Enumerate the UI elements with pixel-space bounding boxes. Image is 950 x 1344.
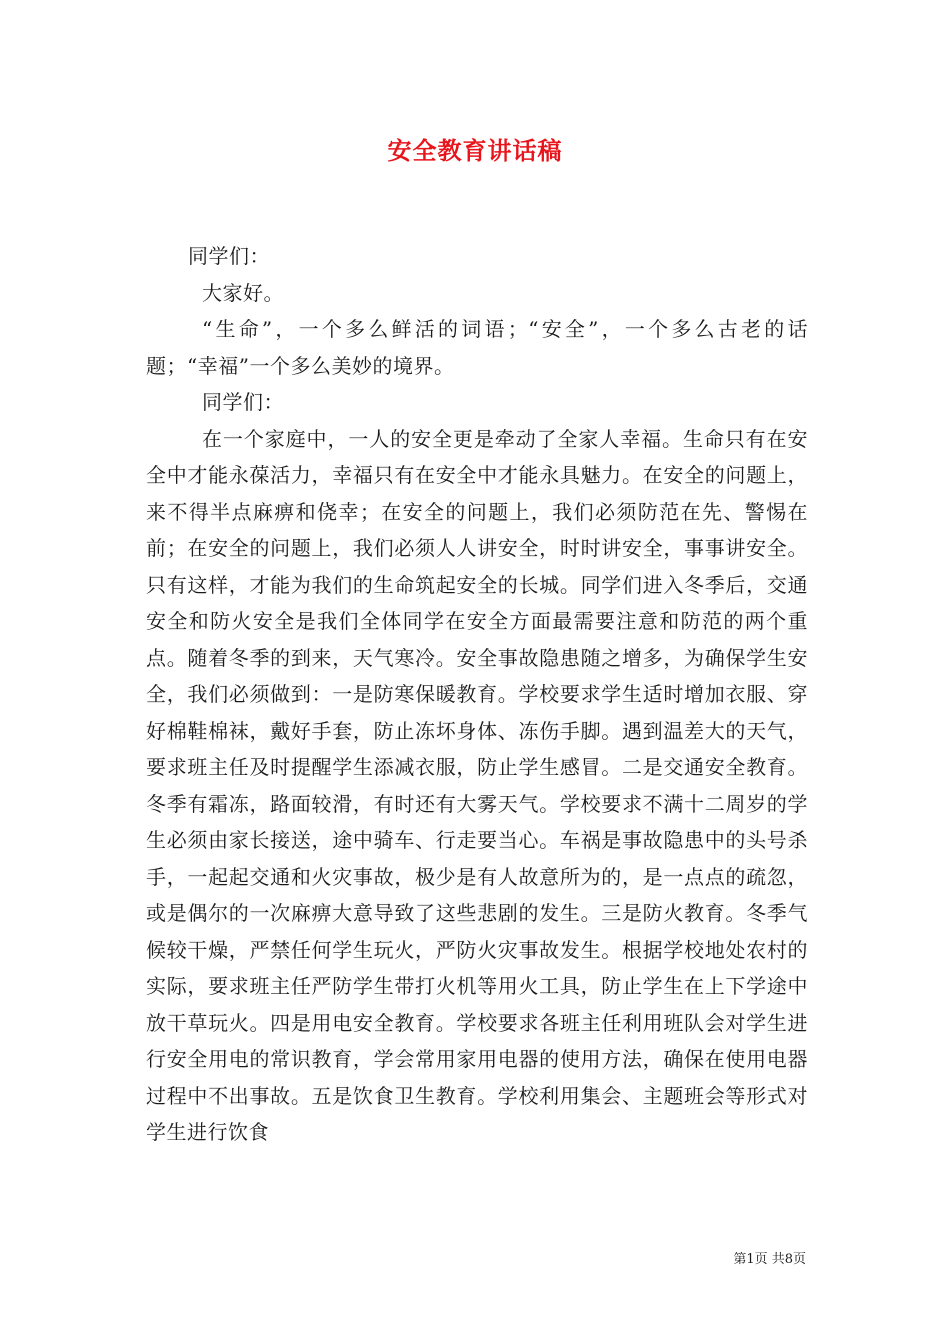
paragraph-greeting: 同学们： <box>188 244 270 268</box>
paragraph-hello: 大家好。 <box>202 280 284 305</box>
page-number: 第1页 共8页 <box>733 1252 806 1267</box>
document-body <box>146 238 808 1151</box>
paragraph-intro: “生命”，一个多么鲜活的词语；“安全”，一个多么古老的话题；“幸福”一个多么美妙的境界。 <box>146 317 808 378</box>
paragraph-greeting-2: 同学们： <box>202 390 284 414</box>
document-title: 安全教育讲话稿 <box>387 136 563 165</box>
paragraph-main: 在一个家庭中，一人的安全更是牵动了全家人幸福。生命只有在安全中才能永葆活力，幸福只有在安全中才能永具魅力。在安全的问题上，来不得半点麻痹和侥幸；在安全的问题上，我们必须防范在先、警惕在前；在安全的问题上，我们必须人人讲安全，时时讲安全，事事讲安全。只有这样，才能为我们的生命筑起安全的长城。同学们进入冬季后，交通安全和防火安全是我们全体同学在安全方面最需要注意和防范的两个重点。随着冬季的到来，天气寒冷。安全事故隐患随之增多，为确保学生安全，我们必须做到：一是防寒保暖教育。学校要求学生适时增加衣服、穿好棉鞋棉袜，戴好手套，防止冻坏身体、冻伤手脚。遇到温差大的天气，要求班主任及时提醒学生添减衣服，防止学生感冒。二是交通安全教育。冬季有霜冻，路面较滑，有时还有大雾天气。学校要求不满十二周岁的学生必须由家长接送，途中骑车、行走要当心。车祸是事故隐患中的头号杀手，一起起交通和火灾事故，极少是有人故意所为的，是一点点的疏忽，或是偶尔的一次麻痹大意导致了这些悲剧的发生。三是防火教育。冬季气候较干燥，严禁任何学生玩火，严防火灾事故发生。根据学校地处农村的实际，要求班主任严防学生带打火机等用火工具，防止学生在上下学途中放干草玩火。四是用电安全教育。学校要求各班主任利用班队会对学生进行安全用电的常识教育，学会常用家用电器的使用方法，确保在使用电器过程中不出事故。五是饮食卫生教育。学校利用集会、主题班会等形式对学生进行饮食 <box>146 426 808 1144</box>
